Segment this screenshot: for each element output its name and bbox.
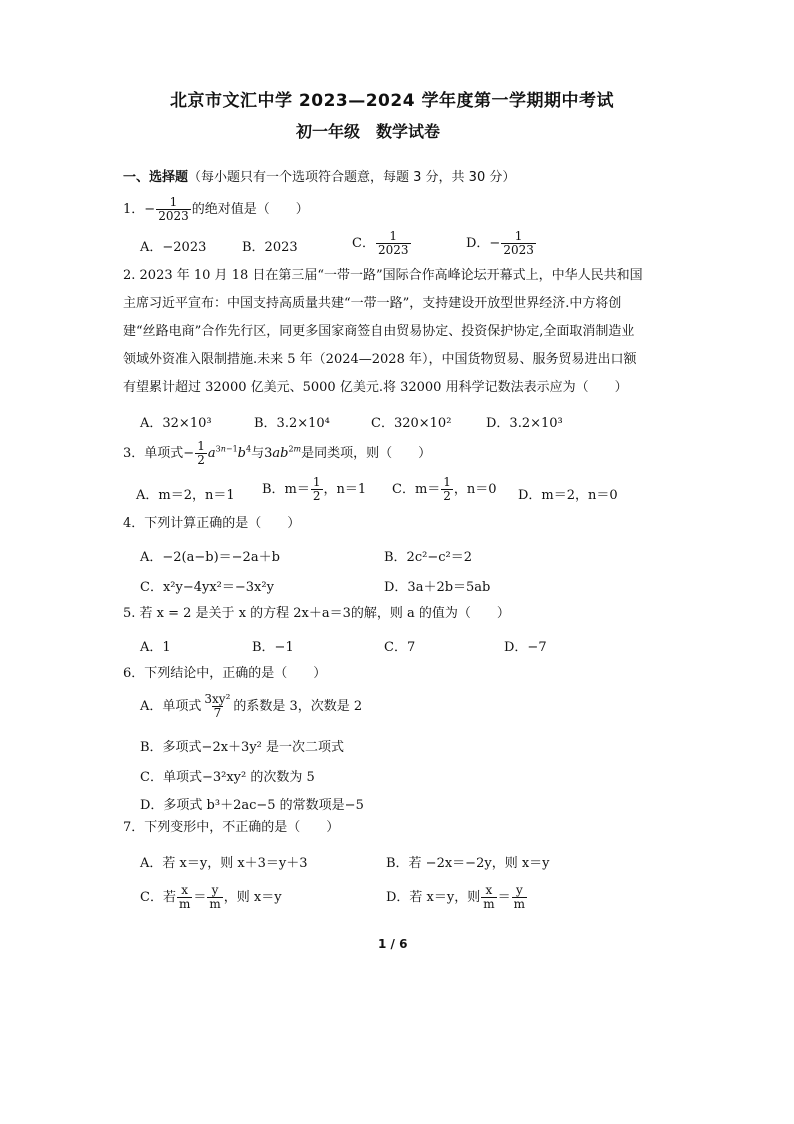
q3-option-c <box>392 476 497 503</box>
q3-number: 3． <box>123 446 145 461</box>
q3-c-fraction <box>441 476 453 503</box>
q7-d-frac-x <box>481 884 496 911</box>
q3-half-den: 2 <box>197 453 205 467</box>
q2-option-c: C．320×10² <box>371 416 452 431</box>
q3-half-num: 1 <box>197 439 205 453</box>
q1-option-b: B．2023 <box>242 240 298 255</box>
q7-d-frac-y <box>512 884 527 911</box>
q1-d-den: 2023 <box>503 243 534 257</box>
q7-c-frac-x <box>177 884 192 911</box>
q6-a-tail: 的系数是 3，次数是 2 <box>233 699 363 714</box>
q7-c-lead: C．若 <box>140 890 176 905</box>
q3-option-d: D．m＝2，n＝0 <box>518 488 618 503</box>
q7-option-a: A．若 x＝y，则 x＋3＝y＋3 <box>140 856 308 871</box>
q1-c-den: 2023 <box>377 243 409 257</box>
q1-option-d <box>466 230 537 257</box>
q7-d-m1: m <box>483 897 495 911</box>
q1-d-num: 1 <box>514 229 523 243</box>
q6-option-d: D．多项式 b³＋2ac−5 的常数项是−5 <box>140 798 364 813</box>
q7-c-eq: ＝ <box>193 890 207 905</box>
q1-c-num: 1 <box>389 229 398 243</box>
q4-option-a: A．−2(a−b)＝−2a＋b <box>140 550 280 565</box>
q3-c-den: 2 <box>443 489 451 503</box>
question-2: 2. 2023 年 10 月 18 日在第三届“一带一路”国际合作高峰论坛开幕式上，中华人民共和国主席习近平宣布：中国支持高质量共建“一带一路”，支持建设开放型世界经济.中方将创建“丝路电商”合作先行区，同更多国家商签自由贸易协定、投资保护协定,全面取消制造业领域外资准入限制措施.未来 5 年（2024—2028 年），中国货物贸易、服务贸易进出口额有望累计超过 32000 亿美元、5000 亿美元.将 32000 用科学记数法表示应为（ ） <box>123 268 643 395</box>
q1-c-label: C． <box>352 236 375 251</box>
q3-b-num: 1 <box>312 475 321 489</box>
q3-lead: 单项式 <box>144 446 184 461</box>
exam-title: 北京市文汇中学 2023—2024 学年度第一学期期中考试 <box>170 91 614 111</box>
q6-a-num: 3xy² <box>204 692 231 706</box>
q1-frac-num: 1 <box>169 195 178 209</box>
q7-c-tail: ，则 x＝y <box>223 890 282 905</box>
exam-subtitle: 初一年级 数学试卷 <box>296 122 441 141</box>
q4-option-b: B．2c²−c²＝2 <box>384 550 472 565</box>
q3-c-num: 1 <box>443 475 451 489</box>
q4-option-c: C．x²y−4yx²＝−3x²y <box>140 580 274 595</box>
section-note: （每小题只有一个选项符合题意，每题 3 分，共 30 分） <box>188 170 516 185</box>
q6-option-a <box>140 693 362 720</box>
q7-d-y: y <box>515 883 523 897</box>
q7-d-m2: m <box>513 897 526 911</box>
q1-option-a: A．−2023 <box>140 240 207 255</box>
q7-d-eq: ＝ <box>497 890 511 905</box>
section-heading <box>123 166 515 185</box>
question-1 <box>123 196 309 223</box>
q1-frac-den: 2023 <box>158 209 189 223</box>
question-3 <box>123 440 431 467</box>
section-title: 一、选择题 <box>123 170 189 185</box>
q3-option-a: A．m＝2，n＝1 <box>136 488 235 503</box>
q7-c-x: x <box>181 883 189 897</box>
q2-option-d: D．3.2×10³ <box>486 416 563 431</box>
q5-option-c: C．7 <box>384 640 416 655</box>
q3-monomial-1: − $\frac{1}{2}$ $a^{3n-1}b^4$ <box>183 439 252 467</box>
q2-option-b: B．3.2×10⁴ <box>254 416 330 431</box>
q3-option-b <box>262 476 366 503</box>
q3-tail: 是同类项，则（ ） <box>301 446 432 461</box>
q1-fraction <box>156 196 191 223</box>
q3-half <box>195 440 207 467</box>
q3-c-tail: ，n＝0 <box>453 482 497 497</box>
q7-d-lead: D．若 x＝y，则 <box>386 890 481 905</box>
q3-b-label: B．m＝ <box>262 482 310 497</box>
q5-option-d: D．−7 <box>504 640 547 655</box>
question-6: 6．下列结论中，正确的是（ ） <box>123 666 327 681</box>
q3-b-den: 2 <box>312 489 321 503</box>
q7-c-m2: m <box>209 897 221 911</box>
q7-d-x: x <box>485 883 493 897</box>
question-4: 4．下列计算正确的是（ ） <box>123 516 301 531</box>
q3-c-label: C．m＝ <box>392 482 441 497</box>
q1-d-fraction <box>501 230 536 257</box>
q7-c-y: y <box>211 883 219 897</box>
q6-option-c: C．单项式−3²xy² 的次数为 5 <box>140 770 315 785</box>
page-number: 1 / 6 <box>378 937 408 951</box>
q6-a-fraction <box>202 693 232 720</box>
q2-option-a: A．32×10³ <box>140 416 212 431</box>
q1-number: 1． <box>123 202 145 217</box>
q3-mid: 与 <box>251 446 265 461</box>
q1-d-label: D．− <box>466 236 501 251</box>
q1-option-c <box>352 230 412 257</box>
q5-option-b: B．−1 <box>252 640 294 655</box>
q1-minus: − <box>144 202 156 217</box>
q4-option-d: D．3a＋2b＝5ab <box>384 580 491 595</box>
q6-a-den: 7 <box>213 706 222 720</box>
q6-option-b: B．多项式−2x＋3y² 是一次二项式 <box>140 740 345 755</box>
q6-a-lead: A．单项式 <box>140 699 202 714</box>
question-5: 5. 若 x = 2 是关于 x 的方程 2x＋a＝3的解，则 a 的值为（ ） <box>123 606 510 621</box>
q1-text: 的绝对值是（ ） <box>191 202 309 217</box>
q7-option-b: B．若 −2x＝−2y，则 x＝y <box>386 856 550 871</box>
q7-option-c <box>140 884 282 911</box>
q3-monomial-2: $3ab^{2m}$ <box>264 444 302 461</box>
q3-b-fraction <box>311 476 323 503</box>
q1-c-fraction <box>376 230 411 257</box>
question-7: 7．下列变形中，不正确的是（ ） <box>123 820 340 835</box>
q7-c-frac-y <box>207 884 222 911</box>
q3-b-tail: ，n＝1 <box>323 482 367 497</box>
q5-option-a: A．1 <box>140 640 171 655</box>
q7-c-m1: m <box>178 897 191 911</box>
q7-option-d <box>386 884 528 911</box>
